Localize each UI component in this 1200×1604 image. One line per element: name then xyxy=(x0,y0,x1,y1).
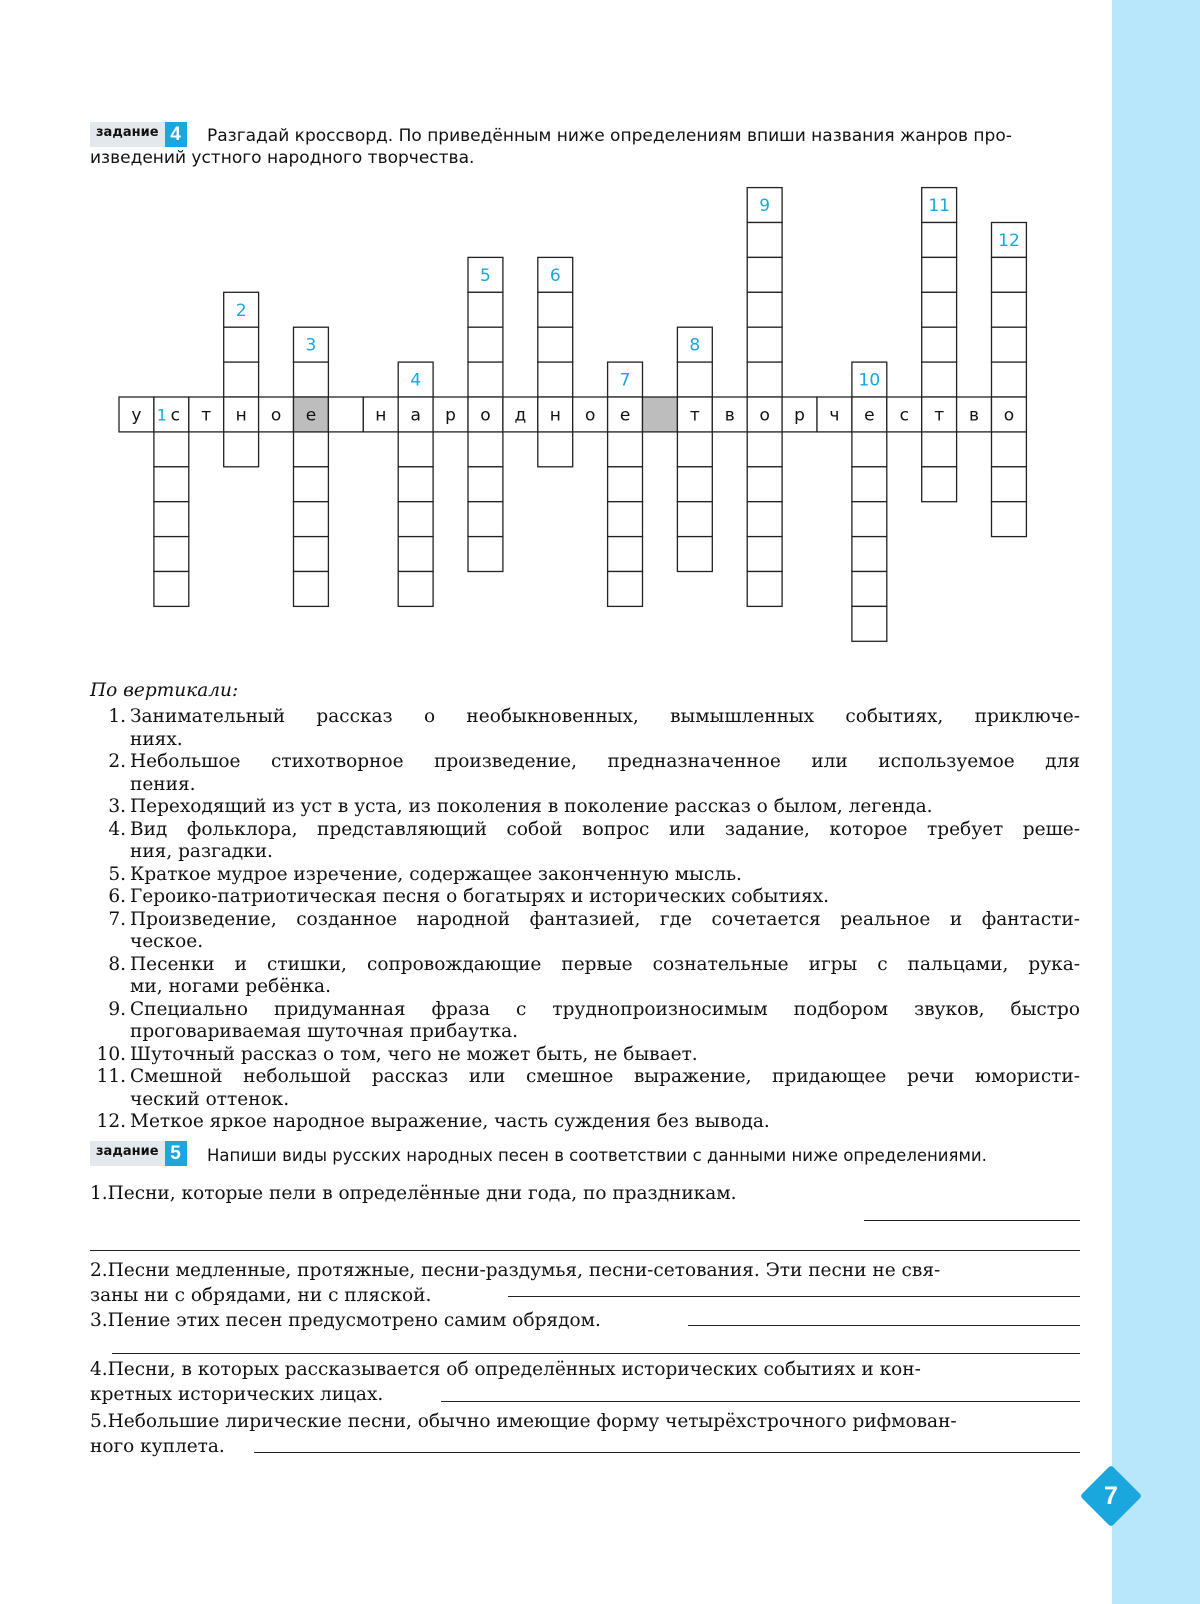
clue-number: 4. xyxy=(108,818,126,840)
crossword-cell[interactable] xyxy=(468,327,503,362)
crossword-cell[interactable] xyxy=(747,257,782,292)
clue-number: 7. xyxy=(108,908,126,930)
crossword-cell[interactable] xyxy=(468,362,503,397)
clue-number-label: 8 xyxy=(689,335,701,356)
clue-item xyxy=(90,909,1080,954)
clue-text: пения. xyxy=(130,773,196,795)
clue-number: 1. xyxy=(108,706,126,727)
clue-item xyxy=(90,864,1080,887)
task5-item-3 xyxy=(90,1308,1080,1333)
answer-line-3b[interactable] xyxy=(112,1353,1080,1354)
task4-text-line2: изведений устного народного творчества. xyxy=(90,148,475,168)
crossword-cell[interactable] xyxy=(294,432,329,467)
crossword-letter: д xyxy=(514,405,527,426)
crossword-letter: с xyxy=(899,405,909,426)
clue-text: Специально придуманная фраза с труднопроизносимым подбором звуков, быстро xyxy=(130,998,1080,1020)
crossword-cell[interactable] xyxy=(398,502,433,537)
clue-text: Шуточный рассказ о том, чего не может быть, не бывает. xyxy=(130,1043,698,1065)
item-text-cont: ного куплета. xyxy=(90,1436,225,1457)
clue-number: 6. xyxy=(108,886,126,907)
crossword-cell[interactable] xyxy=(922,327,957,362)
clue-text: ческое. xyxy=(130,931,204,952)
clue-text: ми, ногами ребёнка. xyxy=(130,976,331,997)
crossword-cell[interactable] xyxy=(608,432,643,467)
crossword-cell[interactable] xyxy=(538,362,573,397)
task5-badge xyxy=(90,1141,187,1166)
clue-item xyxy=(90,796,1080,819)
crossword-letter: о xyxy=(759,405,770,426)
crossword-cell[interactable] xyxy=(992,502,1027,537)
clue-number-label: 11 xyxy=(928,196,950,217)
clue-number-label: 9 xyxy=(759,196,771,217)
item-number: 1. xyxy=(90,1183,108,1204)
crossword-cell[interactable] xyxy=(852,537,887,572)
crossword-cell[interactable] xyxy=(747,502,782,537)
clue-number-label: 12 xyxy=(998,230,1020,251)
clue-item xyxy=(90,999,1080,1044)
clue-number: 5. xyxy=(108,863,126,885)
item-number: 3. xyxy=(90,1310,108,1331)
crossword-cell[interactable] xyxy=(468,292,503,327)
crossword-grid xyxy=(0,0,1200,700)
crossword-letter: о xyxy=(480,405,491,426)
crossword-letter: в xyxy=(969,405,980,426)
clue-item xyxy=(90,706,1080,751)
crossword-letter: т xyxy=(689,405,700,426)
task-badge-word: задание xyxy=(90,1141,165,1166)
crossword-cell[interactable] xyxy=(154,572,189,607)
crossword-cell[interactable] xyxy=(468,537,503,572)
crossword-cell[interactable] xyxy=(608,572,643,607)
crossword-cell[interactable] xyxy=(852,502,887,537)
clue-item xyxy=(90,1044,1080,1067)
crossword-cell[interactable] xyxy=(538,432,573,467)
clue-item xyxy=(90,1066,1080,1111)
clue-text: Занимательный рассказ о необыкновенных, вымышленных событиях, приключе- xyxy=(130,706,1080,727)
crossword-letter: т xyxy=(934,405,945,426)
crossword-cell[interactable] xyxy=(154,502,189,537)
crossword-cell[interactable] xyxy=(154,432,189,467)
crossword-letter: т xyxy=(201,405,212,426)
task-badge-number: 5 xyxy=(165,1141,187,1166)
clue-text: Вид фольклора, представляющий собой вопрос или задание, которое требует реше- xyxy=(130,818,1080,840)
crossword-letter: у xyxy=(131,405,142,426)
crossword-cell[interactable] xyxy=(747,362,782,397)
clue-text: Произведение, созданное народной фантазией, где сочетается реальное и фантасти- xyxy=(130,908,1080,930)
crossword-cell[interactable] xyxy=(852,572,887,607)
item-text: Песни, которые пели в определённые дни года, по праздникам. xyxy=(107,1183,737,1204)
crossword-cell[interactable] xyxy=(992,292,1027,327)
crossword-cell[interactable] xyxy=(677,432,712,467)
item-text-cont: заны ни с обрядами, ни с пляской. xyxy=(90,1285,432,1306)
crossword-cell[interactable] xyxy=(747,223,782,258)
crossword-letter: н xyxy=(235,405,247,426)
answer-line-5[interactable] xyxy=(254,1452,1080,1453)
task5-item-4 xyxy=(90,1357,1080,1407)
clue-text: ческий оттенок. xyxy=(130,1088,290,1110)
task-badge-word: задание xyxy=(90,122,165,147)
clue-number: 8. xyxy=(108,953,126,975)
crossword-cell[interactable] xyxy=(747,537,782,572)
item-text: Песни медленные, протяжные, песни-раздумья, песни-сетования. Эти песни не свя- xyxy=(107,1260,941,1281)
crossword-letter: а xyxy=(410,405,421,426)
clue-number: 11. xyxy=(96,1066,126,1087)
crossword-cell[interactable] xyxy=(154,467,189,502)
clue-text: Героико-патриотическая песня о богатырях и исторических событиях. xyxy=(130,886,830,907)
clue-item xyxy=(90,819,1080,864)
crossword-cell[interactable] xyxy=(294,467,329,502)
crossword-letter: ч xyxy=(829,405,840,426)
crossword-cell[interactable] xyxy=(852,606,887,641)
task5-item-2 xyxy=(90,1258,1080,1308)
crossword-cell[interactable] xyxy=(677,362,712,397)
crossword-cell[interactable] xyxy=(852,467,887,502)
crossword-letter: о xyxy=(584,405,596,426)
crossword-cell[interactable] xyxy=(922,257,957,292)
task5-item-1 xyxy=(90,1181,1080,1206)
crossword-cell[interactable] xyxy=(992,467,1027,502)
clue-item xyxy=(90,886,1080,909)
clue-number-label: 3 xyxy=(305,335,317,356)
clue-text: Смешной небольшой рассказ или смешное выражение, придающее речи юмористи- xyxy=(130,1066,1080,1087)
answer-line-1[interactable] xyxy=(864,1220,1080,1221)
answer-line-1b[interactable] xyxy=(90,1250,1080,1251)
clue-text: Песенки и стишки, сопровождающие первые сознательные игры с пальцами, рука- xyxy=(130,953,1080,975)
item-text: Небольшие лирические песни, обычно имеющие форму четырёхстрочного рифмован- xyxy=(107,1411,957,1432)
clue-item xyxy=(90,1111,1080,1134)
crossword-cell[interactable] xyxy=(747,292,782,327)
crossword-cell[interactable] xyxy=(538,327,573,362)
crossword-cell[interactable] xyxy=(224,432,259,467)
crossword-row-cell[interactable] xyxy=(328,397,363,432)
page-number: 7 xyxy=(1104,1482,1118,1510)
crossword-cell[interactable] xyxy=(747,327,782,362)
crossword-cell[interactable] xyxy=(922,467,957,502)
crossword-cell[interactable] xyxy=(468,467,503,502)
clue-number-label: 10 xyxy=(858,370,881,391)
crossword-cell[interactable] xyxy=(922,292,957,327)
crossword-cell[interactable] xyxy=(398,537,433,572)
clue-number: 9. xyxy=(108,998,126,1020)
item-number: 4. xyxy=(90,1359,108,1380)
crossword-cell[interactable] xyxy=(922,223,957,258)
clue-text: Краткое мудрое изречение, содержащее законченную мысль. xyxy=(130,863,742,885)
answer-line-2[interactable] xyxy=(508,1296,1080,1297)
crossword-cell[interactable] xyxy=(747,467,782,502)
crossword-letter: н xyxy=(375,405,387,426)
crossword-cell[interactable] xyxy=(747,572,782,607)
crossword-cell[interactable] xyxy=(747,432,782,467)
crossword-cell[interactable] xyxy=(608,502,643,537)
crossword-cell[interactable] xyxy=(224,327,259,362)
crossword-cell[interactable] xyxy=(398,467,433,502)
crossword-letter: е xyxy=(864,405,875,426)
clue-number: 10. xyxy=(96,1043,126,1065)
clue-number-label: 2 xyxy=(235,300,247,321)
crossword-cell[interactable] xyxy=(992,327,1027,362)
clue-text: Меткое яркое народное выражение, часть суждения без вывода. xyxy=(130,1111,770,1132)
crossword-letter: н xyxy=(549,405,561,426)
clue-text: проговариваемая шуточная прибаутка. xyxy=(130,1021,518,1042)
clue-number: 2. xyxy=(108,751,126,772)
crossword-cell[interactable] xyxy=(922,362,957,397)
crossword-cell[interactable] xyxy=(922,432,957,467)
crossword-cell[interactable] xyxy=(852,432,887,467)
page-number-badge xyxy=(1081,1466,1141,1526)
crossword-cell[interactable] xyxy=(538,292,573,327)
clue-text: Переходящий из уст в уста, из поколения в поколение рассказ о былом, легенда. xyxy=(130,796,933,817)
crossword-letter: с xyxy=(170,405,181,426)
clue-item xyxy=(90,751,1080,796)
vertical-heading: По вертикали: xyxy=(90,680,239,701)
item-text: Песни, в которых рассказывается об определённых исторических событиях и кон- xyxy=(107,1359,921,1380)
answer-line-4[interactable] xyxy=(441,1401,1080,1402)
crossword-cell[interactable] xyxy=(992,362,1027,397)
crossword-cell[interactable] xyxy=(294,537,329,572)
item-number: 2. xyxy=(90,1260,108,1281)
crossword-cell[interactable] xyxy=(294,502,329,537)
crossword-letter: р xyxy=(794,405,805,426)
crossword-cell[interactable] xyxy=(608,537,643,572)
clue-number: 12. xyxy=(96,1111,126,1132)
crossword-cell[interactable] xyxy=(992,257,1027,292)
clue-number: 3. xyxy=(108,796,126,817)
crossword-cell[interactable] xyxy=(398,572,433,607)
crossword-cell[interactable] xyxy=(398,432,433,467)
crossword-cell[interactable] xyxy=(468,502,503,537)
crossword-cell[interactable] xyxy=(992,432,1027,467)
item-text: Пение этих песен предусмотрено самим обрядом. xyxy=(107,1310,601,1331)
clue-number-label: 6 xyxy=(549,265,561,286)
crossword-letter: о xyxy=(270,405,282,426)
clue-number-label: 5 xyxy=(480,265,491,286)
crossword-letter: о xyxy=(1003,405,1015,426)
crossword-cell[interactable] xyxy=(677,467,712,502)
crossword-cell[interactable] xyxy=(294,572,329,607)
crossword-cell[interactable] xyxy=(294,362,329,397)
clue-number-label: 7 xyxy=(619,370,631,391)
answer-line-3[interactable] xyxy=(688,1325,1080,1326)
item-text-cont: кретных исторических лицах. xyxy=(90,1384,384,1405)
crossword-cell[interactable] xyxy=(677,502,712,537)
clue-number-label: 4 xyxy=(410,370,422,391)
crossword-letter: е xyxy=(619,405,631,426)
clue-item xyxy=(90,954,1080,999)
task-badge-number: 4 xyxy=(165,122,187,147)
clue-text: Небольшое стихотворное произведение, предназначенное или используемое для xyxy=(130,751,1080,772)
clue-text: ниях. xyxy=(130,728,183,750)
crossword-letter: в xyxy=(724,405,735,426)
task4-text-line1: Разгадай кроссворд. По приведённым ниже определениям впиши названия жанров про- xyxy=(207,126,1012,146)
crossword-gray-cell xyxy=(643,397,678,432)
crossword-cell[interactable] xyxy=(677,537,712,572)
vertical-clues-list xyxy=(90,706,1080,1134)
crossword-cell[interactable] xyxy=(224,362,259,397)
crossword-letter: е xyxy=(305,405,317,426)
task5-text: Напиши виды русских народных песен в соответствии с данными ниже определениями. xyxy=(207,1146,987,1165)
crossword-letter: р xyxy=(445,405,456,426)
clue-number-label: 1 xyxy=(156,405,167,425)
crossword-cell[interactable] xyxy=(608,467,643,502)
item-number: 5. xyxy=(90,1411,108,1432)
clue-text: ния, разгадки. xyxy=(130,841,273,862)
crossword-cell[interactable] xyxy=(154,537,189,572)
crossword-cell[interactable] xyxy=(468,432,503,467)
